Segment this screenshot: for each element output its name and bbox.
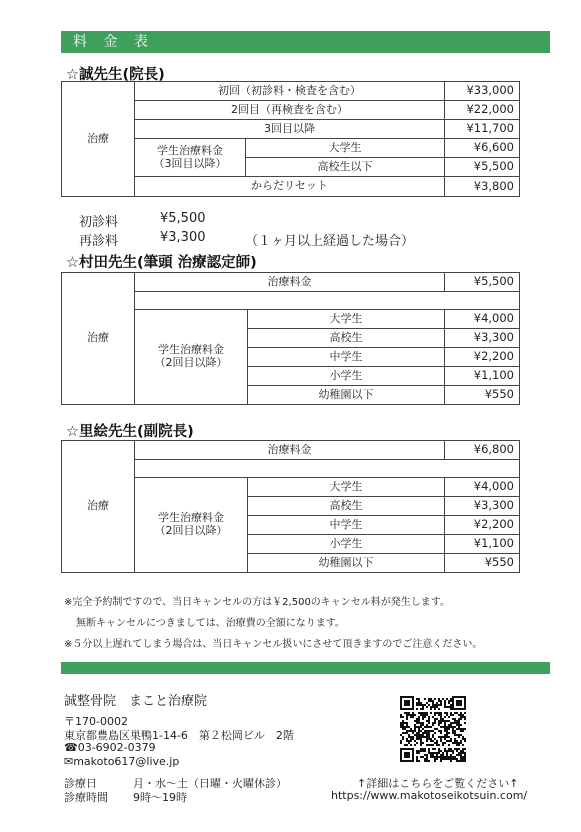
- student-label-line1: 学生治療料金: [158, 511, 224, 525]
- row-price: ¥5,500: [445, 273, 520, 292]
- row-label: 治療料金: [135, 441, 445, 460]
- section-title-murata: ☆村田先生(筆頭 治療認定師): [66, 255, 257, 271]
- row-price: ¥22,000: [445, 101, 520, 120]
- revisit-label: 再診料: [79, 234, 119, 249]
- fee-table-satoe: [61, 440, 520, 573]
- student-label: [135, 139, 246, 177]
- clinic-name: 誠整骨院 まこと治療院: [64, 694, 208, 709]
- row-label: 高校生: [248, 497, 445, 516]
- clinic-hours-value: 9時〜19時: [133, 791, 187, 804]
- row-price: ¥33,000: [445, 82, 520, 101]
- table-row: [62, 441, 520, 460]
- footer-divider-bar: [61, 662, 550, 674]
- section-title-sei: ☆誠先生(院長): [66, 67, 165, 83]
- row-label: からだリセット: [135, 177, 445, 197]
- row-label: 大学生: [248, 310, 445, 329]
- clinic-days-value: 月・水〜土（日曜・火曜休診）: [133, 777, 287, 790]
- row-label: 高校生以下: [246, 158, 445, 177]
- row-label: 小学生: [248, 367, 445, 386]
- row-price: ¥5,500: [445, 158, 520, 177]
- first-visit-label: 初診料: [79, 215, 119, 230]
- table-row: [62, 273, 520, 292]
- first-visit-price: ¥5,500: [160, 211, 206, 226]
- student-label-line2: （3回目以降）: [153, 156, 227, 170]
- row-price: ¥6,600: [445, 139, 520, 158]
- row-price: ¥2,200: [445, 516, 520, 535]
- row-label: 高校生: [248, 329, 445, 348]
- student-label-line1: 学生治療料金: [157, 143, 223, 157]
- row-price: ¥4,000: [445, 478, 520, 497]
- student-label-line2: （2回目以降）: [154, 524, 228, 537]
- clinic-phone: ☎03-6902-0379: [64, 741, 156, 754]
- clinic-address: 東京都豊島区巣鴨1-14-6 第２松岡ビル 2階: [64, 729, 294, 742]
- table-row: [62, 82, 520, 101]
- row-price: ¥3,800: [445, 177, 520, 197]
- header-bar: [61, 31, 550, 53]
- revisit-price: ¥3,300: [160, 230, 206, 245]
- clinic-postal: 〒170-0002: [64, 715, 128, 728]
- website-url[interactable]: https://www.makotoseikotsuin.com/: [331, 789, 528, 802]
- note-cancel-fee: ※完全予約制ですので、当日キャンセルの方は￥2,500のキャンセル料が発生します。: [64, 597, 451, 608]
- row-price: ¥4,000: [445, 310, 520, 329]
- row-price: ¥1,100: [445, 535, 520, 554]
- row-label: 大学生: [246, 139, 445, 158]
- row-label: 大学生: [248, 478, 445, 497]
- fee-table-murata: [61, 272, 520, 405]
- row-price: ¥6,800: [445, 441, 520, 460]
- row-label: 小学生: [248, 535, 445, 554]
- student-label-line1: 学生治療料金: [158, 343, 224, 357]
- category-label: 治療: [62, 273, 135, 405]
- note-no-show: 無断キャンセルにつきましては、治療費の全額になります。: [76, 618, 345, 629]
- row-label: 2回目（再検査を含む）: [135, 101, 445, 120]
- student-label: [135, 478, 248, 573]
- clinic-days-label: 診療日: [64, 777, 97, 790]
- row-price: ¥11,700: [445, 120, 520, 139]
- qr-code-icon[interactable]: [400, 696, 466, 762]
- clinic-email[interactable]: ✉makoto617@live.jp: [64, 755, 180, 768]
- row-label: 中学生: [248, 516, 445, 535]
- category-label: 治療: [62, 82, 135, 197]
- row-label: 初回（初診料・検査を含む）: [135, 82, 445, 101]
- row-label: 3回目以降: [135, 120, 445, 139]
- student-label: [135, 310, 248, 405]
- row-price: ¥1,100: [445, 367, 520, 386]
- row-price: ¥3,300: [445, 497, 520, 516]
- row-price: ¥2,200: [445, 348, 520, 367]
- category-label: 治療: [62, 441, 135, 573]
- student-label-line2: （2回目以降）: [154, 356, 228, 369]
- details-link-text: ↑詳細はこちらをご覧ください↑: [357, 777, 519, 790]
- fee-table-sei: [61, 81, 520, 197]
- row-label: 中学生: [248, 348, 445, 367]
- clinic-hours-label: 診療時間: [64, 791, 108, 804]
- row-price: ¥550: [445, 386, 520, 405]
- note-late: ※５分以上遅れてしまう場合は、当日キャンセル扱いにさせて頂きますのでご注意ください。: [64, 639, 483, 650]
- revisit-note: （１ヶ月以上経過した場合）: [245, 234, 415, 249]
- row-price: ¥550: [445, 554, 520, 573]
- section-title-satoe: ☆里絵先生(副院長): [66, 424, 194, 440]
- page-title: 料 金 表: [73, 34, 154, 50]
- row-label: 幼稚園以下: [248, 554, 445, 573]
- row-price: ¥3,300: [445, 329, 520, 348]
- row-label: 幼稚園以下: [248, 386, 445, 405]
- row-label: 治療料金: [135, 273, 445, 292]
